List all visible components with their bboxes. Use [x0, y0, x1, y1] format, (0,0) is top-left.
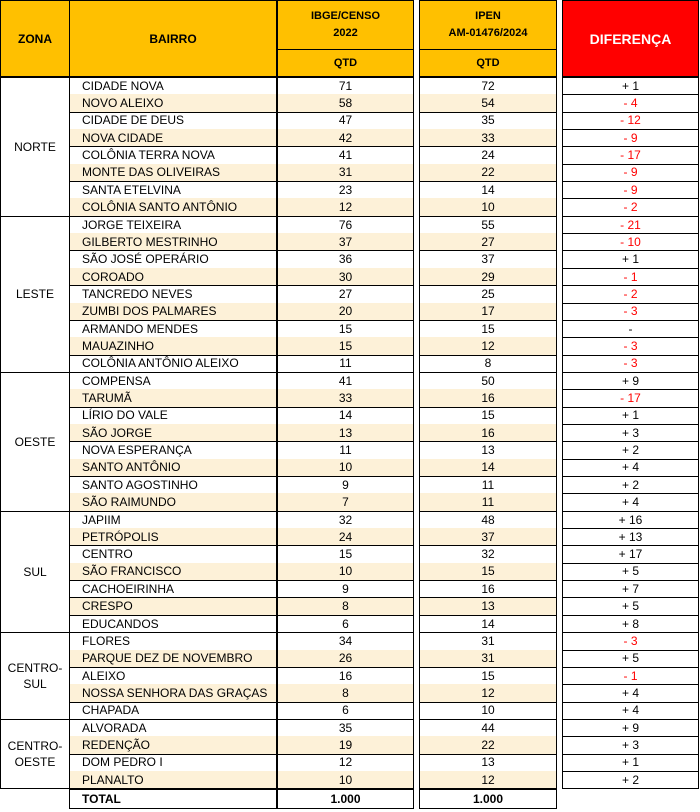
ibge-qtd-cell: 42 [277, 129, 414, 147]
ibge-qtd-cell: 71 [277, 77, 414, 95]
bairro-cell: SANTO ANTÔNIO [69, 459, 277, 477]
ipen-qtd-cell: 16 [419, 389, 557, 407]
bairro-cell: SÃO FRANCISCO [69, 563, 277, 581]
ipen-qtd-cell: 14 [419, 615, 557, 633]
zone-cell: NORTE [0, 77, 70, 217]
bairro-cell: COLÔNIA TERRA NOVA [69, 146, 277, 164]
total-label: TOTAL [69, 789, 277, 809]
diferenca-cell: + 2 [562, 771, 699, 789]
ipen-qtd-cell: 31 [419, 632, 557, 650]
diferenca-cell: - 3 [562, 337, 699, 355]
ipen-qtd-cell: 8 [419, 355, 557, 373]
ipen-qtd-cell: 24 [419, 146, 557, 164]
bairro-cell: SÃO RAIMUNDO [69, 493, 277, 511]
header-ipen-qtd: QTD [419, 49, 557, 77]
ibge-qtd-cell: 30 [277, 268, 414, 286]
ibge-qtd-cell: 37 [277, 233, 414, 251]
ipen-qtd-cell: 12 [419, 337, 557, 355]
diferenca-cell: - 3 [562, 355, 699, 373]
ibge-qtd-cell: 15 [277, 320, 414, 338]
ipen-qtd-cell: 22 [419, 164, 557, 182]
ipen-qtd-cell: 12 [419, 684, 557, 702]
bairro-cell: MAUAZINHO [69, 337, 277, 355]
ipen-qtd-cell: 17 [419, 303, 557, 321]
bairro-cell: MONTE DAS OLIVEIRAS [69, 164, 277, 182]
bairro-cell: CENTRO [69, 545, 277, 563]
diferenca-cell: + 16 [562, 511, 699, 529]
bairro-cell: NOSSA SENHORA DAS GRAÇAS [69, 684, 277, 702]
bairro-cell: COMPENSA [69, 372, 277, 390]
diferenca-cell: + 1 [562, 251, 699, 269]
bairro-cell: NOVO ALEIXO [69, 94, 277, 112]
ipen-qtd-cell: 29 [419, 268, 557, 286]
ibge-qtd-cell: 8 [277, 684, 414, 702]
bairro-cell: SANTO AGOSTINHO [69, 476, 277, 494]
zone-cell: OESTE [0, 372, 70, 512]
header-ibge [277, 0, 414, 50]
ipen-qtd-cell: 33 [419, 129, 557, 147]
diferenca-cell: - 21 [562, 216, 699, 234]
bairro-cell: NOVA ESPERANÇA [69, 441, 277, 459]
ipen-qtd-cell: 13 [419, 441, 557, 459]
bairro-cell: ALEIXO [69, 667, 277, 685]
diferenca-cell: - 1 [562, 667, 699, 685]
ipen-qtd-cell: 14 [419, 181, 557, 199]
ipen-qtd-cell: 12 [419, 771, 557, 789]
ibge-qtd-cell: 12 [277, 198, 414, 216]
ipen-qtd-cell: 25 [419, 285, 557, 303]
ibge-qtd-cell: 8 [277, 598, 414, 616]
ipen-qtd-cell: 15 [419, 563, 557, 581]
ipen-qtd-cell: 31 [419, 650, 557, 668]
ibge-qtd-cell: 41 [277, 372, 414, 390]
ipen-qtd-cell: 10 [419, 702, 557, 720]
bairro-cell: EDUCANDOS [69, 615, 277, 633]
diferenca-cell: - 17 [562, 389, 699, 407]
diferenca-cell: + 1 [562, 77, 699, 95]
ibge-qtd-cell: 14 [277, 407, 414, 425]
diferenca-cell: - 2 [562, 285, 699, 303]
ipen-qtd-cell: 37 [419, 528, 557, 546]
bairro-cell: CRESPO [69, 598, 277, 616]
ibge-qtd-cell: 12 [277, 754, 414, 772]
ibge-qtd-cell: 6 [277, 615, 414, 633]
ibge-qtd-cell: 35 [277, 719, 414, 737]
ibge-qtd-cell: 6 [277, 702, 414, 720]
diferenca-cell: + 4 [562, 684, 699, 702]
ipen-qtd-cell: 15 [419, 407, 557, 425]
diferenca-cell: + 4 [562, 702, 699, 720]
header-bairro: BAIRRO [69, 0, 277, 77]
header-diferenca: DIFERENÇA [562, 0, 699, 77]
diferenca-cell: - 9 [562, 129, 699, 147]
diferenca-cell: + 3 [562, 424, 699, 442]
ibge-qtd-cell: 27 [277, 285, 414, 303]
ibge-qtd-cell: 13 [277, 424, 414, 442]
diferenca-cell: - 3 [562, 632, 699, 650]
bairro-cell: PETRÓPOLIS [69, 528, 277, 546]
ibge-qtd-cell: 26 [277, 650, 414, 668]
bairro-cell: FLORES [69, 632, 277, 650]
bairro-cell: ARMANDO MENDES [69, 320, 277, 338]
ipen-qtd-cell: 15 [419, 320, 557, 338]
diferenca-cell: + 1 [562, 754, 699, 772]
diferenca-cell: - 3 [562, 303, 699, 321]
diferenca-cell: + 8 [562, 615, 699, 633]
diferenca-cell: + 4 [562, 459, 699, 477]
zone-cell: CENTRO-SUL [0, 632, 70, 720]
ibge-qtd-cell: 47 [277, 112, 414, 130]
diferenca-cell: - [562, 320, 699, 338]
ibge-qtd-cell: 31 [277, 164, 414, 182]
ibge-qtd-cell: 15 [277, 545, 414, 563]
bairro-cell: CHAPADA [69, 702, 277, 720]
ibge-qtd-cell: 16 [277, 667, 414, 685]
diferenca-cell: - 4 [562, 94, 699, 112]
diferenca-cell: + 5 [562, 563, 699, 581]
ibge-qtd-cell: 9 [277, 476, 414, 494]
bairro-cell: ALVORADA [69, 719, 277, 737]
diferenca-cell: - 2 [562, 198, 699, 216]
header-ibge-line1: IBGE/CENSO [310, 9, 381, 22]
diferenca-cell: + 5 [562, 598, 699, 616]
diferenca-cell: + 9 [562, 719, 699, 737]
zone-cell: SUL [0, 511, 70, 633]
ipen-qtd-cell: 55 [419, 216, 557, 234]
ipen-qtd-cell: 37 [419, 251, 557, 269]
ibge-qtd-cell: 32 [277, 511, 414, 529]
diferenca-cell: - 10 [562, 233, 699, 251]
ipen-qtd-cell: 11 [419, 476, 557, 494]
bairro-cell: COROADO [69, 268, 277, 286]
bairro-cell: REDENÇÃO [69, 736, 277, 754]
ibge-qtd-cell: 36 [277, 251, 414, 269]
ipen-qtd-cell: 11 [419, 493, 557, 511]
bairro-cell: ZUMBI DOS PALMARES [69, 303, 277, 321]
diferenca-cell: + 9 [562, 372, 699, 390]
ipen-qtd-cell: 50 [419, 372, 557, 390]
ipen-qtd-cell: 35 [419, 112, 557, 130]
bairro-cell: COLÔNIA SANTO ANTÔNIO [69, 198, 277, 216]
zone-cell: LESTE [0, 216, 70, 373]
bairro-cell: CIDADE DE DEUS [69, 112, 277, 130]
bairro-cell: SÃO JORGE [69, 424, 277, 442]
header-ipen-line1: IPEN [475, 9, 501, 22]
ibge-qtd-cell: 11 [277, 355, 414, 373]
ibge-qtd-cell: 34 [277, 632, 414, 650]
diferenca-cell: - 9 [562, 181, 699, 199]
ipen-qtd-cell: 15 [419, 667, 557, 685]
bairro-cell: PLANALTO [69, 771, 277, 789]
bairro-cell: CIDADE NOVA [69, 77, 277, 95]
ibge-qtd-cell: 41 [277, 146, 414, 164]
bairro-cell: DOM PEDRO I [69, 754, 277, 772]
header-ibge-line2: 2022 [333, 27, 358, 39]
bairro-cell: JORGE TEIXEIRA [69, 216, 277, 234]
total-ibge: 1.000 [277, 789, 414, 809]
header-ipen [419, 0, 557, 50]
ipen-qtd-cell: 14 [419, 459, 557, 477]
diferenca-cell: + 4 [562, 493, 699, 511]
ibge-qtd-cell: 9 [277, 580, 414, 598]
bairro-cell: TARUMÃ [69, 389, 277, 407]
header-zona: ZONA [0, 0, 70, 77]
diferenca-cell: + 1 [562, 407, 699, 425]
diferenca-cell: + 5 [562, 650, 699, 668]
diferenca-cell: + 7 [562, 580, 699, 598]
diferenca-cell: - 12 [562, 112, 699, 130]
ipen-qtd-cell: 32 [419, 545, 557, 563]
bairro-cell: SÃO JOSÉ OPERÁRIO [69, 251, 277, 269]
total-ipen: 1.000 [419, 789, 557, 809]
ipen-qtd-cell: 22 [419, 736, 557, 754]
ibge-qtd-cell: 24 [277, 528, 414, 546]
bairro-cell: CACHOEIRINHA [69, 580, 277, 598]
diferenca-cell: + 2 [562, 441, 699, 459]
bairro-cell: JAPIIM [69, 511, 277, 529]
bairro-cell: TANCREDO NEVES [69, 285, 277, 303]
ipen-qtd-cell: 16 [419, 580, 557, 598]
ibge-qtd-cell: 19 [277, 736, 414, 754]
ipen-qtd-cell: 48 [419, 511, 557, 529]
diferenca-cell: + 2 [562, 476, 699, 494]
bairro-cell: GILBERTO MESTRINHO [69, 233, 277, 251]
ipen-qtd-cell: 13 [419, 754, 557, 772]
diferenca-cell: + 17 [562, 545, 699, 563]
ibge-qtd-cell: 23 [277, 181, 414, 199]
ibge-qtd-cell: 10 [277, 459, 414, 477]
ibge-qtd-cell: 10 [277, 563, 414, 581]
ibge-qtd-cell: 33 [277, 389, 414, 407]
ipen-qtd-cell: 10 [419, 198, 557, 216]
diferenca-cell: - 17 [562, 146, 699, 164]
diferenca-cell: + 13 [562, 528, 699, 546]
diferenca-cell: - 9 [562, 164, 699, 182]
ipen-qtd-cell: 27 [419, 233, 557, 251]
ibge-qtd-cell: 11 [277, 441, 414, 459]
ipen-qtd-cell: 44 [419, 719, 557, 737]
ibge-qtd-cell: 58 [277, 94, 414, 112]
ipen-qtd-cell: 54 [419, 94, 557, 112]
zone-cell: CENTRO-OESTE [0, 719, 70, 789]
bairro-cell: NOVA CIDADE [69, 129, 277, 147]
ibge-qtd-cell: 20 [277, 303, 414, 321]
ibge-qtd-cell: 7 [277, 493, 414, 511]
ipen-qtd-cell: 72 [419, 77, 557, 95]
bairro-cell: PARQUE DEZ DE NOVEMBRO [69, 650, 277, 668]
ibge-qtd-cell: 15 [277, 337, 414, 355]
ipen-qtd-cell: 13 [419, 598, 557, 616]
ibge-qtd-cell: 10 [277, 771, 414, 789]
ipen-qtd-cell: 16 [419, 424, 557, 442]
bairro-cell: COLÔNIA ANTÔNIO ALEIXO [69, 355, 277, 373]
header-ibge-qtd: QTD [277, 49, 414, 77]
bairro-cell: SANTA ETELVINA [69, 181, 277, 199]
bairro-cell: LÍRIO DO VALE [69, 407, 277, 425]
ibge-qtd-cell: 76 [277, 216, 414, 234]
diferenca-cell: - 1 [562, 268, 699, 286]
diferenca-cell: + 3 [562, 736, 699, 754]
header-ipen-line2: AM-01476/2024 [448, 27, 528, 39]
